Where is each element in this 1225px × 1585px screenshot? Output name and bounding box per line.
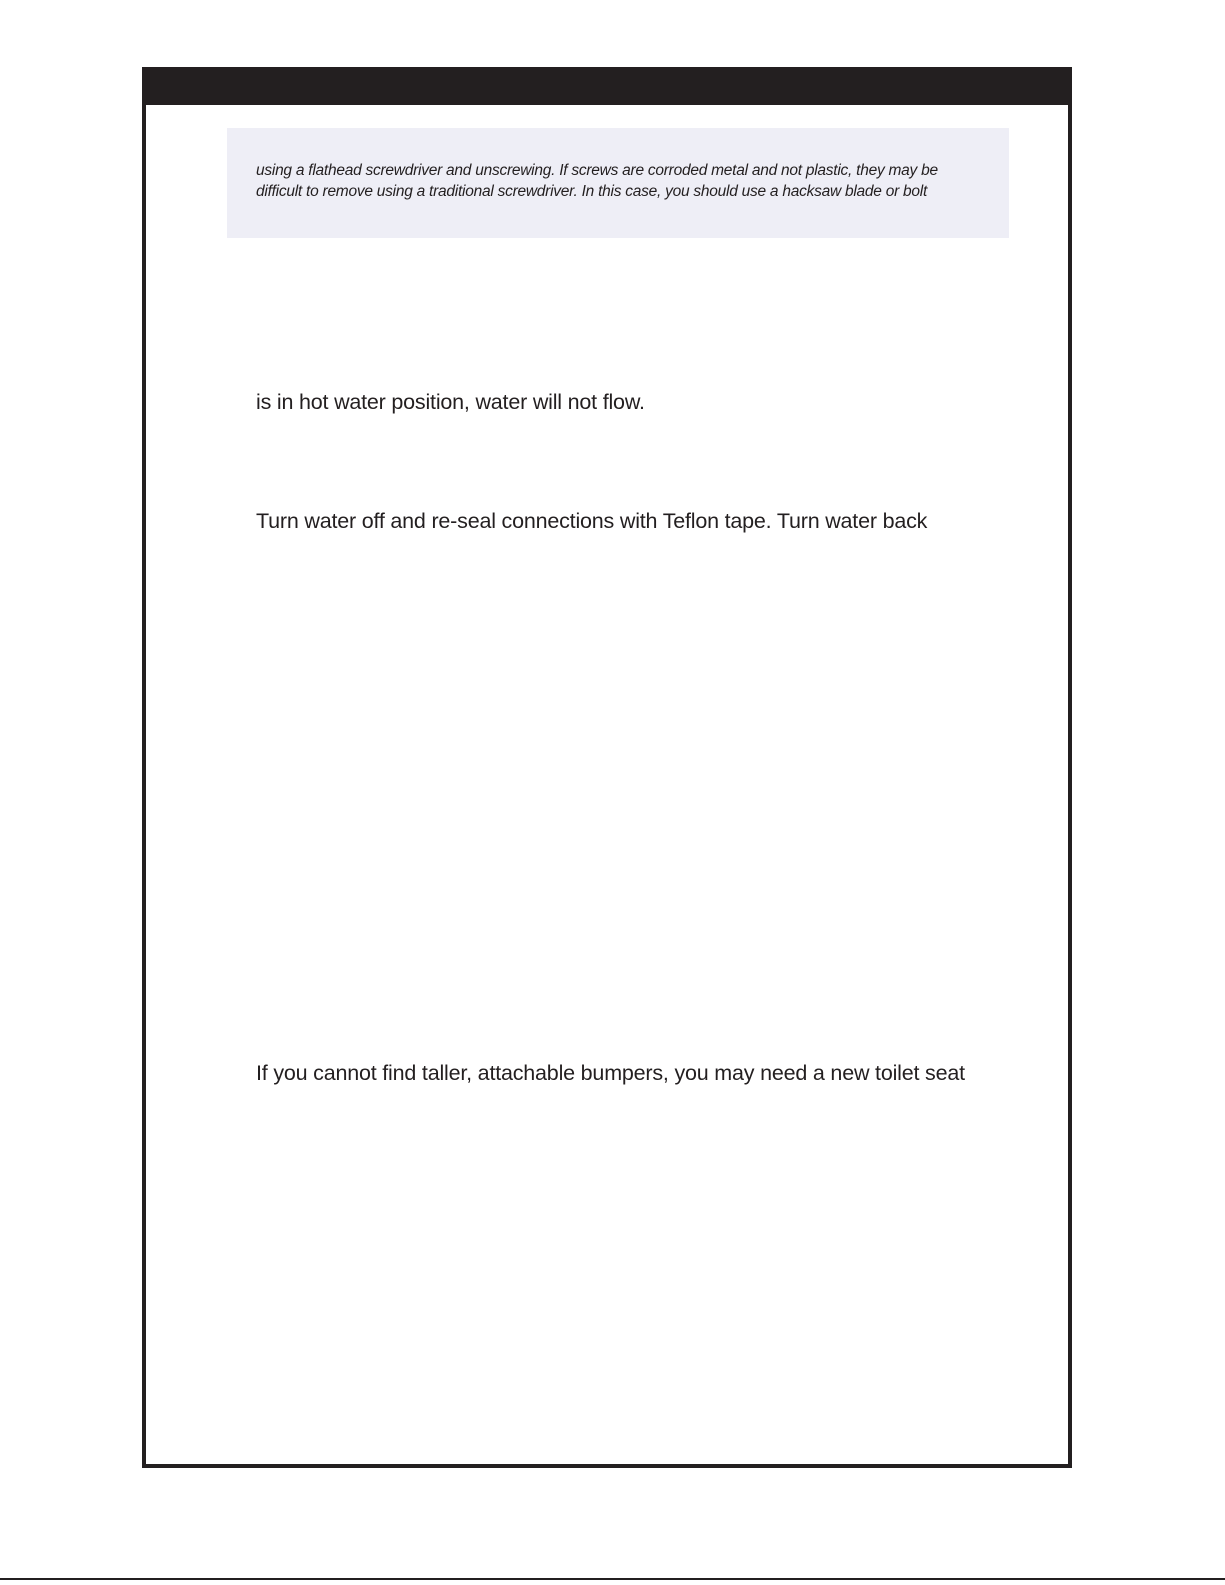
note-line: difficult to remove using a traditional screwdriver. In this case, you should use a hacksaw blade or bolt [256,183,928,200]
body-text-line: If you cannot find taller, attachable bumpers, you may need a new toilet seat [256,1061,965,1085]
bottom-rule [0,1578,1225,1580]
header-bar [146,71,1068,105]
note-line: using a flathead screwdriver and unscrewing. If screws are corroded metal and not plastic, they may be [256,162,938,179]
body-text-line: is in hot water position, water will not flow. [256,390,645,414]
body-text-line: Turn water off and re-seal connections with Teflon tape. Turn water back [256,509,928,533]
note-box [227,128,1009,238]
page-frame [142,67,1072,1468]
